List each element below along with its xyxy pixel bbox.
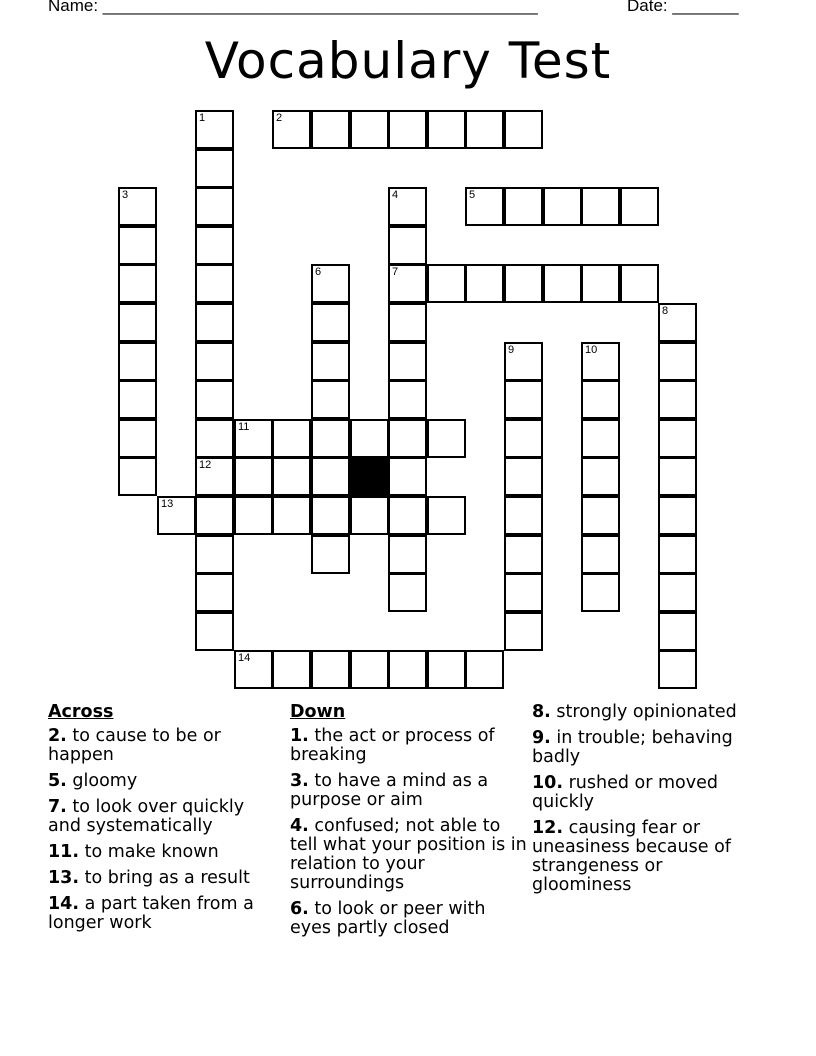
cell-number: 13 bbox=[161, 498, 174, 510]
grid-cell[interactable] bbox=[157, 496, 196, 535]
grid-cell[interactable] bbox=[195, 380, 234, 419]
across-clues bbox=[48, 703, 278, 940]
grid-cell[interactable] bbox=[350, 496, 389, 535]
clue-down-9: 9. in trouble; behaving badly bbox=[532, 728, 733, 767]
grid-cell[interactable] bbox=[118, 457, 157, 496]
cell-number: 7 bbox=[392, 266, 399, 278]
grid-cell[interactable] bbox=[581, 380, 620, 419]
clue-down-1: 1. the act or process of breaking bbox=[290, 726, 495, 765]
cell-number: 11 bbox=[238, 421, 250, 433]
grid-cell[interactable] bbox=[118, 187, 157, 226]
cell-number: 4 bbox=[392, 189, 399, 201]
clue-down-6: 6. to look or peer with eyes partly closed bbox=[290, 899, 486, 938]
across-heading: Across bbox=[48, 702, 114, 722]
grid-cell[interactable] bbox=[504, 342, 543, 381]
grid-cell[interactable] bbox=[272, 419, 311, 458]
grid-cell[interactable] bbox=[465, 650, 504, 689]
grid-cell[interactable] bbox=[350, 419, 389, 458]
grid-cell[interactable] bbox=[234, 496, 273, 535]
down-clues bbox=[290, 703, 530, 945]
grid-cell[interactable] bbox=[581, 535, 620, 574]
clue-down-10: 10. rushed or moved quickly bbox=[532, 773, 718, 812]
grid-cell[interactable] bbox=[118, 264, 157, 303]
grid-cell[interactable] bbox=[311, 496, 350, 535]
grid-cell[interactable] bbox=[388, 535, 427, 574]
grid-cell[interactable] bbox=[427, 650, 466, 689]
clue-down-4: 4. confused; not able to tell what your position is in relation to your surroundings bbox=[290, 816, 527, 893]
grid-cell[interactable] bbox=[195, 457, 234, 496]
grid-cell[interactable] bbox=[350, 110, 389, 149]
grid-cell[interactable] bbox=[658, 650, 697, 689]
grid-cell[interactable] bbox=[195, 342, 234, 381]
grid-cell[interactable] bbox=[658, 303, 697, 342]
cell-number: 8 bbox=[662, 305, 669, 317]
grid-cell[interactable] bbox=[311, 110, 350, 149]
grid-cell[interactable] bbox=[311, 303, 350, 342]
cell-number: 10 bbox=[585, 344, 598, 356]
grid-cell[interactable] bbox=[620, 264, 659, 303]
grid-cell[interactable] bbox=[195, 226, 234, 265]
grid-cell[interactable] bbox=[195, 110, 234, 149]
grid-cell[interactable] bbox=[581, 573, 620, 612]
grid-cell[interactable] bbox=[504, 612, 543, 651]
grid-cell[interactable] bbox=[504, 457, 543, 496]
grid-cell[interactable] bbox=[427, 496, 466, 535]
cell-number: 6 bbox=[315, 266, 322, 278]
down-clues-continued bbox=[532, 703, 762, 902]
grid-cell[interactable] bbox=[543, 187, 582, 226]
clue-across-2: 2. to cause to be or happen bbox=[48, 726, 221, 765]
grid-cell[interactable] bbox=[543, 264, 582, 303]
clue-down-3: 3. to have a mind as a purpose or aim bbox=[290, 771, 489, 810]
grid-cell[interactable] bbox=[658, 419, 697, 458]
grid-cell[interactable] bbox=[195, 573, 234, 612]
grid-cell[interactable] bbox=[504, 419, 543, 458]
grid-cell[interactable] bbox=[118, 380, 157, 419]
grid-cell[interactable] bbox=[388, 457, 427, 496]
clue-across-7: 7. to look over quickly and systematically bbox=[48, 797, 245, 836]
clue-across-13: 13. to bring as a result bbox=[48, 868, 250, 888]
grid-cell[interactable] bbox=[658, 496, 697, 535]
grid-cell[interactable] bbox=[118, 226, 157, 265]
grid-cell[interactable] bbox=[311, 457, 350, 496]
grid-cell[interactable] bbox=[388, 187, 427, 226]
grid-cell[interactable] bbox=[504, 187, 543, 226]
grid-cell[interactable] bbox=[195, 612, 234, 651]
grid-cell[interactable] bbox=[465, 264, 504, 303]
grid-cell[interactable] bbox=[658, 535, 697, 574]
grid-cell[interactable] bbox=[465, 187, 504, 226]
page-title: Vocabulary Test bbox=[204, 32, 612, 90]
grid-cell[interactable] bbox=[658, 380, 697, 419]
grid-cell[interactable] bbox=[427, 419, 466, 458]
cell-number: 14 bbox=[238, 652, 251, 664]
cell-number: 9 bbox=[508, 344, 515, 356]
grid-cell[interactable] bbox=[195, 303, 234, 342]
grid-cell[interactable] bbox=[118, 303, 157, 342]
grid-cell[interactable] bbox=[581, 187, 620, 226]
down-heading: Down bbox=[290, 702, 346, 722]
grid-cell[interactable] bbox=[581, 496, 620, 535]
grid-cell[interactable] bbox=[388, 303, 427, 342]
cell-number: 3 bbox=[122, 189, 129, 201]
grid-cell[interactable] bbox=[388, 110, 427, 149]
grid-cell[interactable] bbox=[388, 226, 427, 265]
grid-cell[interactable] bbox=[504, 573, 543, 612]
clue-across-5: 5. gloomy bbox=[48, 771, 138, 791]
blocked-cell bbox=[350, 457, 389, 496]
grid-cell[interactable] bbox=[388, 496, 427, 535]
grid-cell[interactable] bbox=[195, 496, 234, 535]
grid-cell[interactable] bbox=[234, 650, 273, 689]
grid-cell[interactable] bbox=[311, 380, 350, 419]
date-field-label: Date: _______ bbox=[627, 0, 739, 15]
grid-cell[interactable] bbox=[388, 264, 427, 303]
name-field-label: Name: ______________________________________________ bbox=[48, 0, 538, 15]
grid-cell[interactable] bbox=[620, 187, 659, 226]
grid-cell[interactable] bbox=[465, 110, 504, 149]
grid-cell[interactable] bbox=[388, 342, 427, 381]
grid-cell[interactable] bbox=[350, 650, 389, 689]
grid-cell[interactable] bbox=[581, 457, 620, 496]
grid-cell[interactable] bbox=[272, 457, 311, 496]
grid-cell[interactable] bbox=[272, 650, 311, 689]
grid-cell[interactable] bbox=[311, 535, 350, 574]
grid-cell[interactable] bbox=[504, 110, 543, 149]
grid-cell[interactable] bbox=[311, 419, 350, 458]
grid-cell[interactable] bbox=[118, 342, 157, 381]
grid-cell[interactable] bbox=[195, 149, 234, 188]
cell-number: 1 bbox=[199, 112, 206, 124]
grid-cell[interactable] bbox=[427, 264, 466, 303]
clue-down-8: 8. strongly opinionated bbox=[532, 702, 737, 722]
cell-number: 2 bbox=[276, 112, 283, 124]
grid-cell[interactable] bbox=[581, 419, 620, 458]
grid-cell[interactable] bbox=[388, 419, 427, 458]
grid-cell[interactable] bbox=[195, 264, 234, 303]
clue-across-11: 11. to make known bbox=[48, 842, 219, 862]
clue-down-12: 12. causing fear or uneasiness because of strangeness or gloominess bbox=[532, 818, 731, 895]
grid-cell[interactable] bbox=[658, 342, 697, 381]
grid-cell[interactable] bbox=[658, 573, 697, 612]
grid-cell[interactable] bbox=[504, 496, 543, 535]
grid-cell[interactable] bbox=[118, 419, 157, 458]
grid-cell[interactable] bbox=[388, 573, 427, 612]
grid-cell[interactable] bbox=[504, 535, 543, 574]
grid-cell[interactable] bbox=[195, 187, 234, 226]
grid-cell[interactable] bbox=[504, 380, 543, 419]
grid-cell[interactable] bbox=[388, 380, 427, 419]
grid-cell[interactable] bbox=[234, 457, 273, 496]
grid-cell[interactable] bbox=[581, 264, 620, 303]
grid-cell[interactable] bbox=[581, 342, 620, 381]
grid-cell[interactable] bbox=[272, 496, 311, 535]
grid-cell[interactable] bbox=[272, 110, 311, 149]
grid-cell[interactable] bbox=[195, 535, 234, 574]
grid-cell[interactable] bbox=[427, 110, 466, 149]
grid-cell[interactable] bbox=[388, 650, 427, 689]
grid-cell[interactable] bbox=[504, 264, 543, 303]
grid-cell[interactable] bbox=[234, 419, 273, 458]
grid-cell[interactable] bbox=[658, 612, 697, 651]
clue-across-14: 14. a part taken from a longer work bbox=[48, 894, 254, 933]
grid-cell[interactable] bbox=[195, 419, 234, 458]
grid-cell[interactable] bbox=[658, 457, 697, 496]
grid-cell[interactable] bbox=[311, 342, 350, 381]
cell-number: 5 bbox=[469, 189, 476, 201]
cell-number: 12 bbox=[199, 459, 212, 471]
grid-cell[interactable] bbox=[311, 264, 350, 303]
grid-cell[interactable] bbox=[311, 650, 350, 689]
